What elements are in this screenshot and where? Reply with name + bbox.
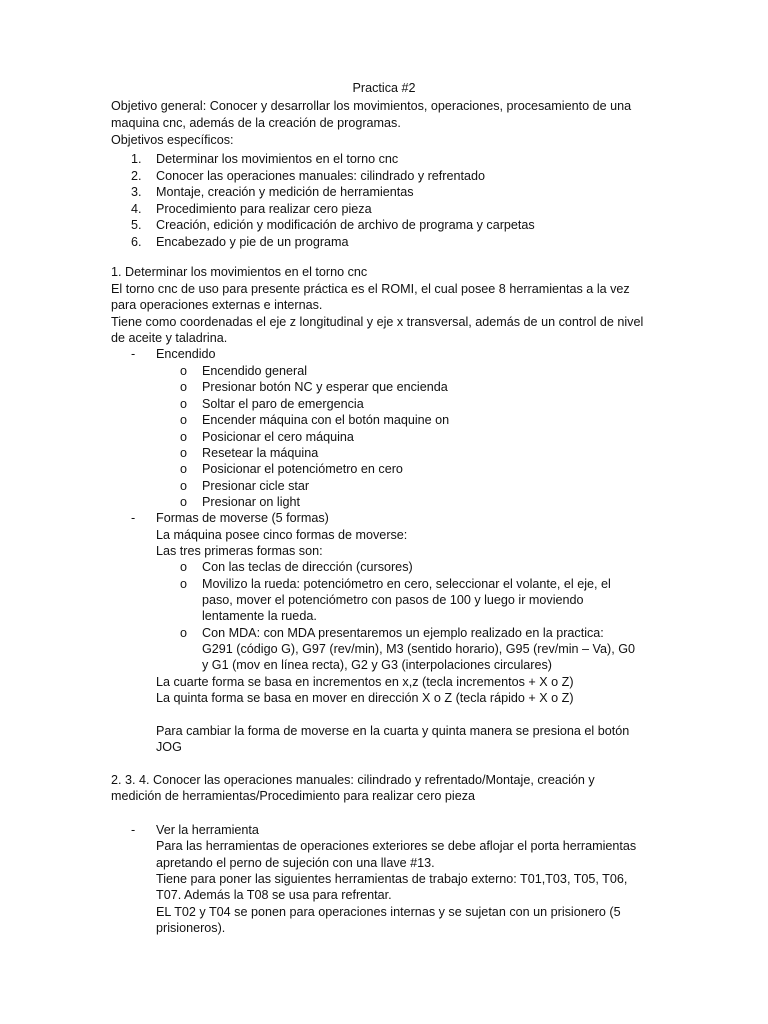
specific-objectives-heading: Objetivos específicos: xyxy=(111,133,234,147)
bullet-marker: o xyxy=(180,430,188,444)
encendido-step: Soltar el paro de emergencia xyxy=(202,397,364,411)
encendido-step: Posicionar el cero máquina xyxy=(202,430,354,444)
section2-heading: 2. 3. 4. Conocer las operaciones manuales: cilindrado y refrentado/Montaje, creación y xyxy=(111,773,595,787)
section1-paragraph-line: Tiene como coordenadas el eje z longitudinal y eje x transversal, además de un control de nivel xyxy=(111,315,644,329)
general-objective-line-2: maquina cnc, además de la creación de programas. xyxy=(111,116,401,130)
bullet-marker: o xyxy=(180,577,188,591)
objective-item: Montaje, creación y medición de herramientas xyxy=(156,185,414,199)
encendido-step: Posicionar el potenciómetro en cero xyxy=(202,462,403,476)
section1-heading: 1. Determinar los movimientos en el torno cnc xyxy=(111,265,368,279)
forma-item-continued: G291 (código G), G97 (rev/min), M3 (sentido horario), G95 (rev/min – Va), G0 xyxy=(202,642,636,656)
bullet-marker: o xyxy=(180,479,188,493)
jog-text: Para cambiar la forma de moverse en la cuarta y quinta manera se presiona el botón xyxy=(156,724,630,738)
herramienta-text: prisioneros). xyxy=(156,921,226,935)
encendido-step: Encendido general xyxy=(202,364,308,378)
formas-text: La máquina posee cinco formas de moverse: xyxy=(156,528,408,542)
section1-paragraph-line: El torno cnc de uso para presente práctica es el ROMI, el cual posee 8 herramientas a la vez xyxy=(111,282,630,296)
objective-item: Conocer las operaciones manuales: cilindrado y refrentado xyxy=(156,169,486,183)
encendido-heading: Encendido xyxy=(156,347,216,361)
quinta-forma-text: La quinta forma se basa en mover en dirección X o Z (tecla rápido + X o Z) xyxy=(156,691,574,705)
objective-number: 5. xyxy=(131,218,142,232)
forma-item-continued: paso, mover el potenciómetro con pasos de 100 y luego ir moviendo xyxy=(202,593,584,607)
herramienta-text: EL T02 y T04 se ponen para operaciones internas y se sujetan con un prisionero (5 xyxy=(156,905,621,919)
bullet-marker: o xyxy=(180,560,188,574)
dash-bullet: - xyxy=(131,347,136,361)
dash-bullet: - xyxy=(131,511,136,525)
dash-bullet: - xyxy=(131,823,136,837)
jog-text: JOG xyxy=(156,740,182,754)
bullet-marker: o xyxy=(180,446,188,460)
objective-number: 3. xyxy=(131,185,142,199)
forma-item: Con las teclas de dirección (cursores) xyxy=(202,560,413,574)
objective-number: 1. xyxy=(131,152,142,166)
encendido-step: Encender máquina con el botón maquine on xyxy=(202,413,450,427)
herramienta-text: apretando el perno de sujeción con una llave #13. xyxy=(156,856,435,870)
encendido-step: Resetear la máquina xyxy=(202,446,319,460)
forma-item-continued: lentamente la rueda. xyxy=(202,609,317,623)
section1-paragraph-line: para operaciones externas e internas. xyxy=(111,298,323,312)
herramienta-text: T07. Además la T08 se usa para refrentar. xyxy=(156,888,392,902)
bullet-marker: o xyxy=(180,364,188,378)
herramienta-text: Tiene para poner las siguientes herramientas de trabajo externo: T01,T03, T05, T06, xyxy=(156,872,628,886)
bullet-marker: o xyxy=(180,380,188,394)
objective-number: 6. xyxy=(131,235,142,249)
formas-heading: Formas de moverse (5 formas) xyxy=(156,511,329,525)
objective-item: Encabezado y pie de un programa xyxy=(156,235,349,249)
cuarta-forma-text: La cuarte forma se basa en incrementos en x,z (tecla incrementos + X o Z) xyxy=(156,675,574,689)
encendido-step: Presionar on light xyxy=(202,495,301,509)
objective-number: 2. xyxy=(131,169,142,183)
encendido-step: Presionar cicle star xyxy=(202,479,310,493)
forma-item-continued: y G1 (mov en línea recta), G2 y G3 (interpolaciones circulares) xyxy=(202,658,552,672)
forma-item: Movilizo la rueda: potenciómetro en cero, seleccionar el volante, el eje, el xyxy=(202,577,611,591)
objective-number: 4. xyxy=(131,202,142,216)
bullet-marker: o xyxy=(180,397,188,411)
page-title: Practica #2 xyxy=(352,81,416,95)
bullet-marker: o xyxy=(180,626,188,640)
bullet-marker: o xyxy=(180,462,188,476)
forma-item: Con MDA: con MDA presentaremos un ejemplo realizado en la practica: xyxy=(202,626,604,640)
general-objective-line-1: Objetivo general: Conocer y desarrollar los movimientos, operaciones, procesamiento de una xyxy=(111,99,632,113)
encendido-step: Presionar botón NC y esperar que encienda xyxy=(202,380,448,394)
bullet-marker: o xyxy=(180,495,188,509)
objective-item: Determinar los movimientos en el torno cnc xyxy=(156,152,399,166)
ver-herramienta-heading: Ver la herramienta xyxy=(156,823,259,837)
objective-item: Creación, edición y modificación de archivo de programa y carpetas xyxy=(156,218,535,232)
objective-item: Procedimiento para realizar cero pieza xyxy=(156,202,372,216)
general-objective-label: Objetivo general: xyxy=(111,99,207,113)
herramienta-text: Para las herramientas de operaciones exteriores se debe aflojar el porta herramientas xyxy=(156,839,637,853)
section2-heading: medición de herramientas/Procedimiento para realizar cero pieza xyxy=(111,789,476,803)
bullet-marker: o xyxy=(180,413,188,427)
section1-paragraph-line: de aceite y taladrina. xyxy=(111,331,228,345)
formas-text: Las tres primeras formas son: xyxy=(156,544,323,558)
